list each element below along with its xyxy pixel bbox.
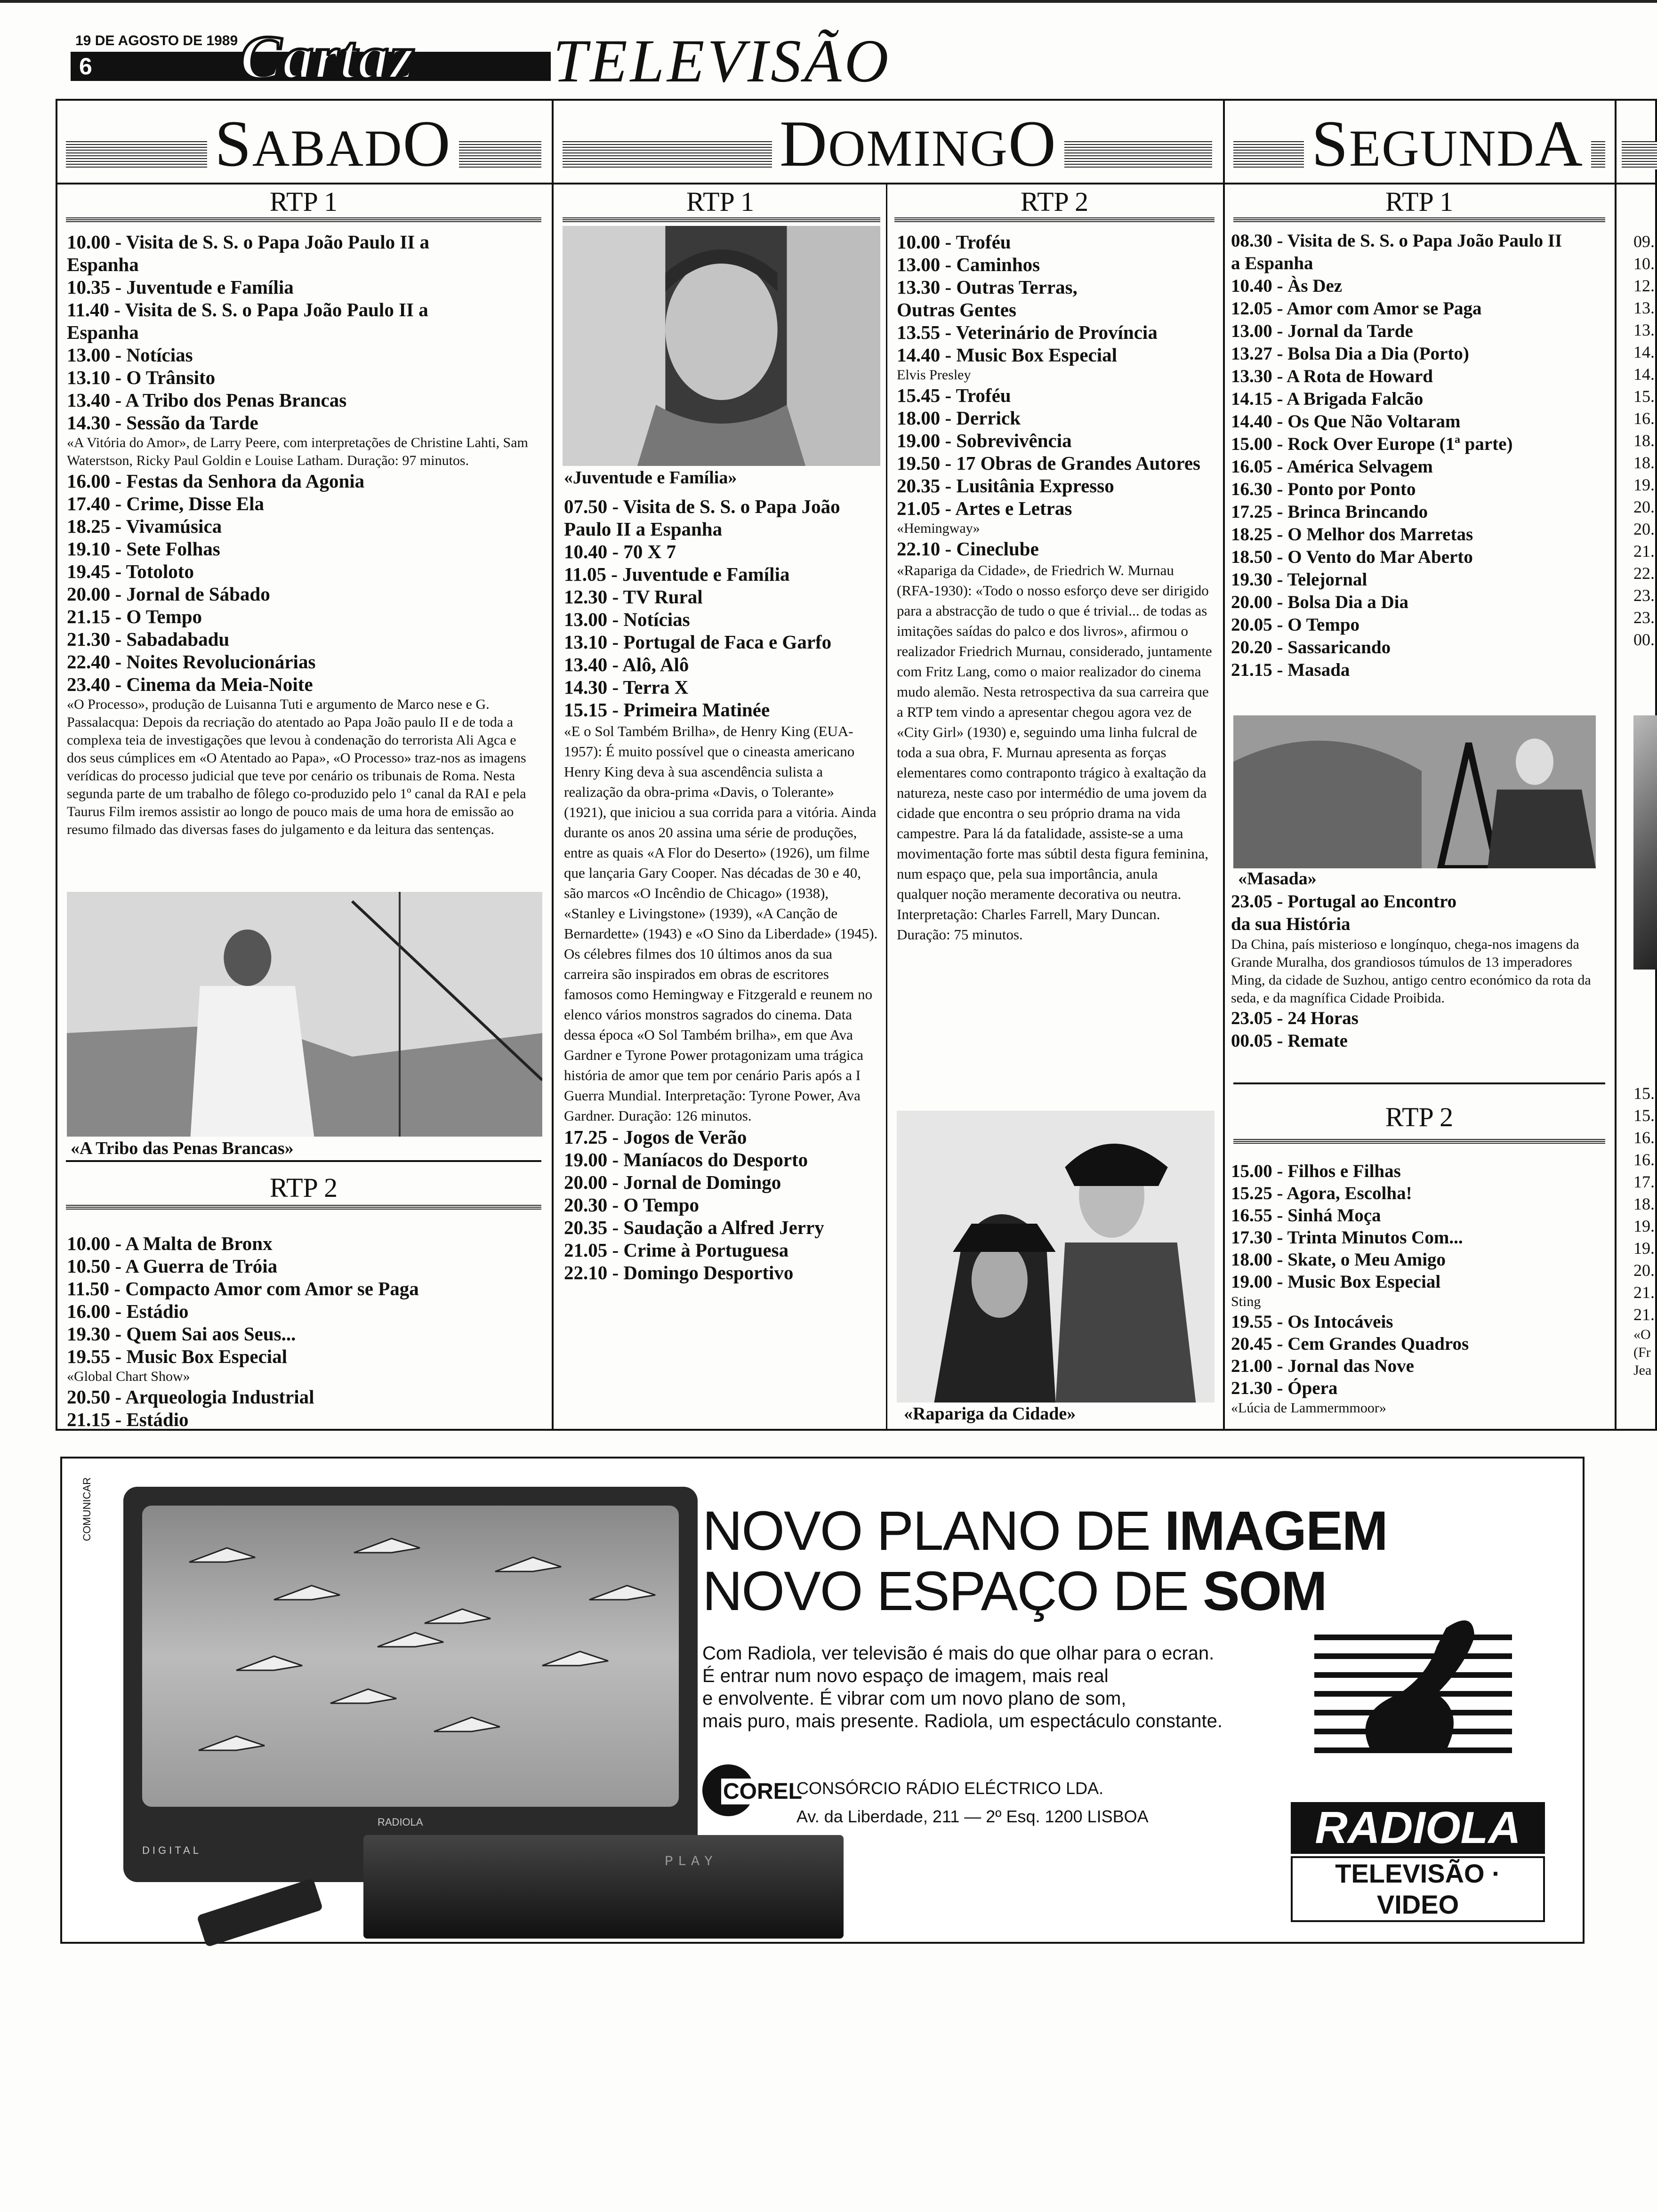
schedule-item: 07.50 - Visita de S. S. o Papa João (564, 496, 840, 517)
section-rule (1233, 1082, 1605, 1084)
schedule-item: 08.30 - Visita de S. S. o Papa João Paulo II (1231, 231, 1562, 251)
schedule-list (564, 495, 882, 1284)
schedule-item: 13.40 - Alô, Alô (564, 654, 689, 675)
edge-item: 19. (1633, 1217, 1655, 1235)
edge-item: (Fr (1633, 1345, 1651, 1360)
schedule-item: 20.00 - Bolsa Dia a Dia (1231, 592, 1409, 612)
edge-item: 13. (1633, 298, 1655, 317)
day-initial: D (780, 107, 828, 180)
ad-body-line: e envolvente. É vibrar com um novo plano de som, (702, 1688, 1126, 1709)
edge-item: «O (1633, 1327, 1651, 1342)
company-name: CONSÓRCIO RÁDIO ELÉCTRICO LDA. (796, 1779, 1104, 1798)
schedule-item: 19.30 - Telejornal (1231, 569, 1367, 590)
program-note: «E o Sol Também Brilha», de Henry King (EUA-1957): É muito possível que o cineasta americano Henry King deva à sua ascendência sulista a realização da obra-prima «Davis, o Tolerante» (1921), que iniciou a sua corrida para a vitória. Ainda durante os anos 20 assina uma série de produções, entre as quais «A Flor do Deserto» (1926), um filme que lançaria Gary Cooper. Nas décadas de 30 e 40, são marcos «O Incêndio de Chicago» (1938), «Stanley e Livingstone» (1939), «A Canção de Bernardette» (1943) e «O Sino da Liberdade» (1945). Os célebres filmes dos 10 últimos anos da sua carreira são inspirados em obras de escritores famosos como Hemingway e Fitzgerald e reunem no elenco vários monstros sagrados do cinema. Data dessa época «O Sol Também brilha», em que Ava Gardner e Tyrone Power protagonizam uma trágica história de amor que tem por cenário Paris após a I Guerra Mundial. Interpretação: Tyrone Power, Ava Gardner. Duração: 126 minutos. (564, 723, 878, 1124)
schedule-item: 16.00 - Festas da Senhora da Agonia (67, 470, 365, 492)
schedule-item: 18.50 - O Vento do Mar Aberto (1231, 547, 1473, 567)
schedule-item: 13.30 - Outras Terras, (897, 276, 1078, 298)
day-rest: OMING (828, 120, 1008, 177)
schedule-item: 13.10 - O Trânsito (67, 367, 216, 388)
channel-rule (1233, 1139, 1605, 1145)
column-divider (886, 184, 887, 1431)
schedule-list (897, 231, 1217, 945)
schedule-item: 21.15 - Estádio (67, 1409, 189, 1430)
schedule-item: 23.05 - Portugal ao Encontro (1231, 891, 1457, 912)
column-divider (1223, 99, 1225, 1431)
edge-item: 12. (1633, 276, 1655, 295)
schedule-item: 11.50 - Compacto Amor com Amor se Paga (67, 1278, 419, 1299)
headline-2-light: NOVO ESPAÇO DE (702, 1560, 1203, 1622)
schedule-list (1231, 1160, 1608, 1417)
schedule-item: 22.10 - Domingo Desportivo (564, 1262, 794, 1283)
schedule-item: 13.27 - Bolsa Dia a Dia (Porto) (1231, 344, 1469, 364)
ad-body-line: mais puro, mais presente. Radiola, um espectáculo constante. (702, 1711, 1223, 1731)
channel-title-domingo-rtp2: RTP 2 (1020, 186, 1089, 217)
radiola-brand: RADIOLA (1291, 1802, 1545, 1854)
schedule-item: 19.55 - Os Intocáveis (1231, 1312, 1393, 1332)
channel-rule (894, 217, 1215, 223)
program-note: «Global Chart Show» (67, 1369, 190, 1384)
schedule-item: 21.15 - O Tempo (67, 606, 202, 627)
channel-title-segunda-rtp2: RTP 2 (1385, 1102, 1454, 1132)
channel-rule (1233, 217, 1605, 223)
schedule-item: 19.10 - Sete Folhas (67, 538, 220, 560)
ad-body-line: Com Radiola, ver televisão é mais do que olhar para o ecran. (702, 1643, 1215, 1664)
schedule-item: 14.40 - Os Que Não Voltaram (1231, 411, 1461, 432)
company-address: Av. da Liberdade, 211 — 2º Esq. 1200 LISBOA (796, 1807, 1149, 1826)
schedule-item: 17.25 - Brinca Brincando (1231, 502, 1428, 522)
photo-caption: «Juventude e Família» (564, 468, 737, 488)
schedule-item: da sua História (1231, 914, 1351, 934)
photo-juventude-familia (563, 226, 880, 466)
edge-item: 10. (1633, 254, 1655, 273)
schedule-item: 15.45 - Troféu (897, 385, 1011, 406)
day-header-rule (56, 183, 1657, 184)
edge-item: 15. (1633, 387, 1655, 406)
schedule-item: 20.30 - O Tempo (564, 1194, 700, 1216)
day-title-segunda (1304, 106, 1591, 182)
edge-item: 00. (1633, 630, 1655, 649)
edge-item: 21. (1633, 1283, 1655, 1302)
edge-item: 16. (1633, 1128, 1655, 1147)
schedule-item: 19.30 - Quem Sai aos Seus... (67, 1323, 296, 1345)
edge-item: 22. (1633, 564, 1655, 583)
schedule-item: 10.50 - A Guerra de Tróia (67, 1255, 278, 1277)
corel-logo-text: COREL (721, 1779, 804, 1804)
edge-item: 09. (1633, 232, 1655, 251)
tv-brand-label: RADIOLA (378, 1816, 423, 1828)
schedule-item: 20.50 - Arqueologia Industrial (67, 1386, 314, 1408)
schedule-item: 20.00 - Jornal de Sábado (67, 583, 270, 605)
edge-item: 15. (1633, 1106, 1655, 1125)
schedule-item: 00.05 - Remate (1231, 1031, 1348, 1051)
schedule-item: 16.30 - Ponto por Ponto (1231, 479, 1416, 499)
schedule-item: 21.05 - Artes e Letras (897, 497, 1072, 519)
program-note: Da China, país misterioso e longínquo, chega-nos imagens da Grande Muralha, dos grandiosos túmulos de 13 imperadores Ming, da cidade de Suzhou, antigo centro económico da rota da seda, e da magnífica Cidade Proibida. (1231, 937, 1591, 1006)
schedule-item: 10.00 - Troféu (897, 231, 1011, 253)
photo-caption: «Masada» (1238, 869, 1317, 889)
schedule-item: Espanha (67, 321, 139, 343)
schedule-item: 19.00 - Sobrevivência (897, 430, 1072, 451)
schedule-item: 13.40 - A Tribo dos Penas Brancas (67, 389, 347, 411)
video-recorder (363, 1835, 844, 1939)
program-note: «Lúcia de Lammermmoor» (1231, 1400, 1386, 1416)
schedule-item: 20.20 - Sassaricando (1231, 637, 1391, 657)
schedule-item: 19.00 - Music Box Especial (1231, 1272, 1441, 1292)
tv-digital-label: DIGITAL (142, 1844, 201, 1856)
edge-item: 14. (1633, 343, 1655, 361)
program-note: «Hemingway» (897, 521, 980, 536)
schedule-item: 15.25 - Agora, Escolha! (1231, 1183, 1412, 1203)
flamingo-emblem (1305, 1600, 1521, 1797)
edge-item: 17. (1633, 1172, 1655, 1191)
edge-item: 14. (1633, 365, 1655, 384)
day-title-domingo (772, 106, 1064, 182)
schedule-item: 11.05 - Juventude e Família (564, 563, 790, 585)
flamingo-flock (142, 1506, 679, 1807)
schedule-item: 17.30 - Trinta Minutos Com... (1231, 1227, 1463, 1248)
channel-title-domingo-rtp1: RTP 1 (686, 186, 755, 217)
edge-item: 18. (1633, 1194, 1655, 1213)
schedule-item: 13.00 - Caminhos (897, 254, 1040, 275)
schedule-item: 18.00 - Derrick (897, 407, 1021, 429)
edge-item: 19. (1633, 475, 1655, 494)
schedule-item: 20.00 - Jornal de Domingo (564, 1171, 781, 1193)
edge-item: 16. (1633, 409, 1655, 428)
schedule-item: 19.50 - 17 Obras de Grandes Autores (897, 452, 1201, 474)
schedule-item: 14.40 - Music Box Especial (897, 344, 1118, 366)
headline-line-1 (702, 1501, 1573, 1561)
radiola-advertisement (60, 1457, 1585, 1944)
schedule-item: 10.40 - 70 X 7 (564, 541, 676, 562)
edge-item: 18. (1633, 453, 1655, 472)
day-final: O (402, 107, 451, 180)
schedule-item: 17.40 - Crime, Disse Ela (67, 493, 265, 514)
schedule-list (1231, 890, 1608, 1052)
schedule-list (67, 1232, 542, 1431)
photo-masada (1233, 715, 1596, 868)
radiola-tagline: TELEVISÃO · VIDEO (1291, 1856, 1545, 1922)
schedule-item: 15.00 - Filhos e Filhas (1231, 1161, 1401, 1181)
channel-rule (66, 1205, 541, 1210)
program-note: «Rapariga da Cidade», de Friedrich W. Murnau (RFA-1930): «Todo o nosso esforço deve ser dirigido para a abstracção de tudo o que é trivial... de todas as imitações saídas do palco e dos livros», afirmou o realizador Friedrich Murnau, considerado, juntamente com Fritz Lang, como o maior realizador do cinema mudo alemão. Nesta retrospectiva da sua carreira que a RTP tem vindo a apresentar chegou agora vez de «City Girl» (1930) e, seguindo uma linha fulcral de toda a sua obra, F. Murnau apresenta as forças elementares como contraponto trágico à exaltação da natureza, neste caso por intermédio de uma jovem da cidade que encontra o seu próprio drama na vida campestre. Para lá da fatalidade, assiste-se a uma movimentação forte mas súbtil desta figura feminina, num espaço que, pela sua importância, anula qualquer noção meramente decorativa ou neutra. Interpretação: Charles Farrell, Mary Duncan. Duração: 75 minutos. (897, 562, 1212, 943)
photo-caption: «Rapariga da Cidade» (904, 1404, 1076, 1424)
day-final: A (1535, 107, 1584, 180)
schedule-item: 23.40 - Cinema da Meia-Noite (67, 673, 313, 695)
edge-item: 13. (1633, 321, 1655, 339)
schedule-item: 21.05 - Crime à Portuguesa (564, 1239, 789, 1261)
program-note: «A Vitória do Amor», de Larry Peere, com interpretações de Christine Lahti, Sam Waterstson, Ricky Paul Goldin e Louise Latham. Duração: 97 minutos. (67, 435, 528, 468)
schedule-item: Outras Gentes (897, 299, 1016, 321)
schedule-item: Espanha (67, 254, 139, 275)
television-set (123, 1487, 698, 1882)
schedule-list (67, 231, 542, 839)
schedule-item: 13.00 - Notícias (564, 609, 690, 630)
schedule-item: 19.55 - Music Box Especial (67, 1346, 288, 1367)
schedule-item: 19.00 - Maníacos do Desporto (564, 1149, 808, 1170)
schedule-item: 18.00 - Skate, o Meu Amigo (1231, 1250, 1446, 1270)
schedule-item: 14.30 - Terra X (564, 676, 689, 698)
channel-title-segunda-rtp1: RTP 1 (1385, 186, 1454, 217)
section-title: TELEVISÃO (553, 27, 892, 95)
column-divider (1615, 99, 1617, 1431)
schedule-item: 10.35 - Juventude e Família (67, 276, 294, 298)
edge-column (1633, 231, 1657, 651)
schedule-item: 11.40 - Visita de S. S. o Papa João Paulo II a (67, 299, 428, 321)
headline-1-bold: IMAGEM (1164, 1500, 1387, 1562)
channel-rule (66, 217, 541, 223)
schedule-item: 12.05 - Amor com Amor se Paga (1231, 298, 1482, 319)
edge-item: 18. (1633, 431, 1655, 450)
edge-photo (1633, 715, 1657, 970)
headline-1-light: NOVO PLANO DE (702, 1500, 1165, 1562)
edge-item: 20. (1633, 1261, 1655, 1280)
cartaz-logo: Cartaz (240, 23, 415, 92)
schedule-item: 13.55 - Veterinário de Província (897, 321, 1158, 343)
day-rest: EGUND (1349, 120, 1535, 177)
day-title-sabado (207, 106, 459, 182)
agency-credit: COMUNICAR (81, 1477, 93, 1541)
schedule-item: 13.00 - Jornal da Tarde (1231, 321, 1413, 341)
schedule-item: 20.05 - O Tempo (1231, 615, 1360, 635)
program-note: Sting (1231, 1294, 1261, 1309)
edge-item: 21. (1633, 1305, 1655, 1324)
program-note: «O Processo», produção de Luisanna Tuti e argumento de Marco nese e G. Passalacqua: Depois da recriação do atentado ao Papa João paulo II e de toda a complexa teia de investigações que levou à condenação do terrorista Ali Agca e dos seus cúmplices em «O Atentado ao Papa», «O Processo» traz-nos as imagens verídicas do processo judicial que teve por cenário os tribunais de Roma. Nesta segunda parte de um trabalho de fôlego co-produzido pelo 1º canal da RAI e pela Taurus Film iremos assistir ao longo de pouco mais de uma hora de emissão ao resumo filmado das diversas fases do julgamento e da leitura das sentenças. (67, 697, 526, 837)
schedule-item: 20.35 - Lusitânia Expresso (897, 475, 1114, 497)
day-rest: ABAD (252, 120, 403, 177)
edge-item: 15. (1633, 1084, 1655, 1103)
schedule-item: 22.40 - Noites Revolucionárias (67, 651, 316, 673)
schedule-item: 18.25 - Vivamúsica (67, 515, 222, 537)
edge-item: 20. (1633, 497, 1655, 516)
program-note: Elvis Presley (897, 367, 971, 383)
channel-rule (563, 217, 880, 223)
ad-body-line: É entrar num novo espaço de imagem, mais real (702, 1666, 1109, 1686)
edge-item: 23. (1633, 608, 1655, 627)
day-initial: S (215, 107, 252, 180)
schedule-item: 12.30 - TV Rural (564, 586, 703, 608)
channel-title-sabado-rtp2: RTP 2 (269, 1172, 338, 1203)
schedule-item: 16.55 - Sinhá Moça (1231, 1205, 1381, 1226)
edge-column (1633, 1082, 1657, 1379)
schedule-item: 21.15 - Masada (1231, 660, 1350, 680)
schedule-item: 16.00 - Estádio (67, 1300, 189, 1322)
schedule-item: 15.00 - Rock Over Europe (1ª parte) (1231, 434, 1513, 454)
schedule-item: 16.05 - América Selvagem (1231, 457, 1433, 477)
schedule-item: 20.35 - Saudação a Alfred Jerry (564, 1217, 824, 1238)
schedule-item: 23.05 - 24 Horas (1231, 1008, 1359, 1028)
day-header-stripes (1622, 141, 1657, 169)
day-initial: S (1311, 107, 1349, 180)
day-final: O (1008, 107, 1057, 180)
photo-tribo-penas-brancas (67, 892, 542, 1137)
remote-control (197, 1878, 323, 1948)
schedule-item: 14.15 - A Brigada Falcão (1231, 389, 1424, 409)
schedule-item: 13.30 - A Rota de Howard (1231, 366, 1433, 386)
headline-2-bold: SOM (1202, 1560, 1327, 1622)
schedule-item: 21.00 - Jornal das Nove (1231, 1356, 1414, 1376)
schedule-item: 22.10 - Cineclube (897, 538, 1039, 560)
schedule-list (1231, 230, 1612, 681)
edge-item: Jea (1633, 1362, 1652, 1378)
section-rule (66, 1160, 541, 1162)
edge-item: 20. (1633, 520, 1655, 538)
schedule-item: 10.00 - A Malta de Bronx (67, 1233, 273, 1254)
tv-screen (142, 1506, 679, 1807)
photo-rapariga-cidade (897, 1111, 1215, 1403)
schedule-item: 14.30 - Sessão da Tarde (67, 412, 258, 433)
schedule-item: 15.15 - Primeira Matinée (564, 699, 770, 721)
schedule-item: 10.00 - Visita de S. S. o Papa João Paulo II a (67, 231, 429, 253)
schedule-item: 21.30 - Ópera (1231, 1378, 1338, 1398)
edge-item: 21. (1633, 542, 1655, 561)
vcr-display: PLAY (665, 1854, 718, 1870)
channel-title-sabado-rtp1: RTP 1 (269, 186, 338, 217)
schedule-item: 21.30 - Sabadabadu (67, 628, 230, 650)
schedule-item: 20.45 - Cem Grandes Quadros (1231, 1334, 1469, 1354)
schedule-item: 18.25 - O Melhor dos Marretas (1231, 524, 1473, 545)
schedule-item: 13.10 - Portugal de Faca e Garfo (564, 631, 832, 653)
schedule-item: Paulo II a Espanha (564, 518, 723, 540)
edge-item: 19. (1633, 1239, 1655, 1258)
page-number: 6 (71, 52, 179, 81)
schedule-item: 10.40 - Às Dez (1231, 276, 1343, 296)
masthead-rule (0, 0, 1657, 3)
photo-caption: «A Tribo das Penas Brancas» (71, 1138, 294, 1158)
schedule-item: a Espanha (1231, 253, 1313, 273)
ad-body-copy (702, 1642, 1361, 1732)
schedule-item: 17.25 - Jogos de Verão (564, 1126, 747, 1148)
schedule-item: 13.00 - Notícias (67, 344, 193, 366)
edge-item: 16. (1633, 1150, 1655, 1169)
edge-item: 23. (1633, 586, 1655, 605)
schedule-item: 19.45 - Totoloto (67, 561, 194, 582)
issue-date: 19 DE AGOSTO DE 1989 (75, 33, 238, 48)
column-divider (552, 99, 554, 1431)
